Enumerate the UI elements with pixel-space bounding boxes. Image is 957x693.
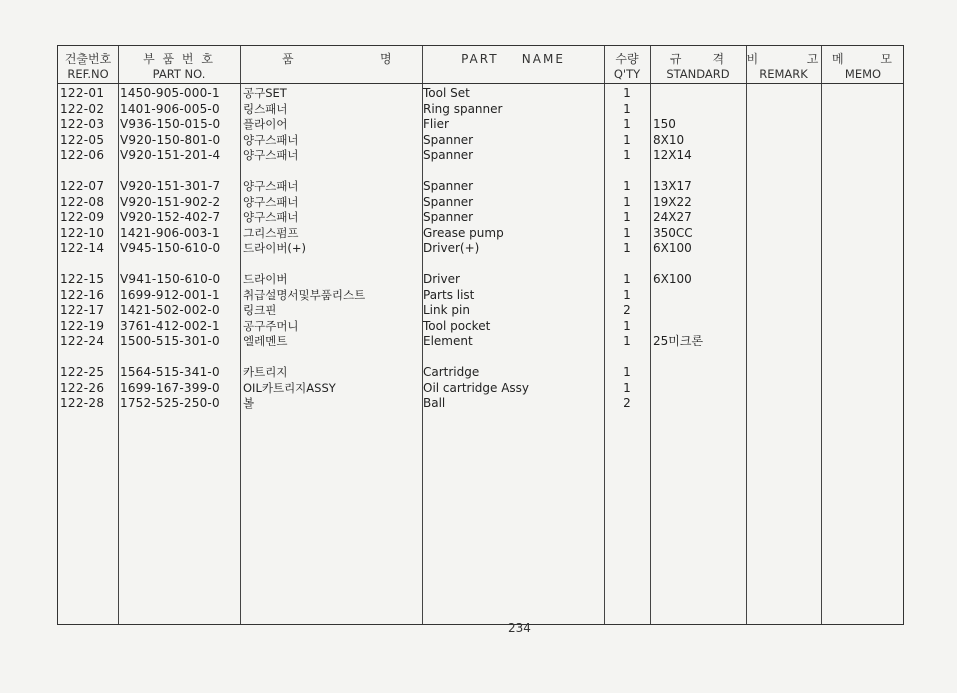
standard: 12X14 xyxy=(653,148,692,162)
header-part-ko: 부 품 번 호 xyxy=(143,52,215,66)
part-name-ko: 양구스패너 xyxy=(243,179,299,193)
part-name-ko: 카트리지 xyxy=(243,365,288,379)
part-name-en: Parts list xyxy=(423,287,475,302)
part-name-en: Ring spanner xyxy=(423,101,503,116)
table-row xyxy=(58,102,903,117)
header-name-ko xyxy=(240,46,422,83)
table-row xyxy=(58,334,903,349)
part-no: V920-151-301-7 xyxy=(120,179,221,193)
part-name-ko: 볼 xyxy=(243,396,255,410)
part-name-en: Driver xyxy=(423,272,460,286)
header-memo-ko: 메 모 xyxy=(831,52,895,66)
quantity: 1 xyxy=(623,380,631,395)
quantity: 1 xyxy=(623,117,631,131)
part-name-ko: 취급설명서및부품리스트 xyxy=(243,287,366,302)
part-no: V945-150-610-0 xyxy=(120,241,221,255)
part-no: 1564-515-341-0 xyxy=(120,365,220,379)
header-name-ko-2: 명 xyxy=(380,52,394,66)
quantity: 1 xyxy=(623,365,631,379)
header-part-name-en: PART NAME xyxy=(461,52,565,66)
part-name-en: Spanner xyxy=(423,132,474,147)
table-row xyxy=(58,148,903,163)
quantity: 1 xyxy=(623,241,631,255)
quantity: 2 xyxy=(623,396,631,410)
header-remark-ko: 비 고 xyxy=(746,52,821,66)
ref-no: 122-05 xyxy=(60,132,105,147)
part-no: 1752-525-250-0 xyxy=(120,396,220,410)
ref-no: 122-15 xyxy=(60,272,105,286)
quantity: 1 xyxy=(623,272,631,286)
part-no: 1401-906-005-0 xyxy=(120,101,220,116)
part-name-ko: 양구스패너 xyxy=(243,210,299,224)
quantity: 2 xyxy=(623,303,631,317)
table-row xyxy=(58,365,903,380)
part-name-en: Spanner xyxy=(423,179,474,193)
table-row xyxy=(58,396,903,411)
header-part-name xyxy=(422,46,604,83)
ref-no: 122-06 xyxy=(60,148,105,162)
part-no: V920-151-201-4 xyxy=(120,148,221,162)
part-name-ko: 엘레멘트 xyxy=(243,334,288,348)
quantity: 1 xyxy=(623,194,631,209)
table-row xyxy=(58,226,903,241)
standard: 150 xyxy=(653,117,676,131)
part-no: V920-152-402-7 xyxy=(120,210,221,224)
part-name-ko: 플라이어 xyxy=(243,117,288,131)
part-name-ko: 링크핀 xyxy=(243,303,277,317)
table-row xyxy=(58,272,903,287)
part-name-ko: 그리스펌프 xyxy=(243,225,299,240)
part-name-en: Flier xyxy=(423,117,449,131)
part-name-en: Spanner xyxy=(423,148,474,162)
part-name-en: Grease pump xyxy=(423,225,504,240)
part-name-ko: OIL카트리지ASSY xyxy=(243,380,336,395)
header-standard-ko: 규 격 xyxy=(669,52,727,66)
header-remark-en: REMARK xyxy=(759,67,808,81)
header-memo-en: MEMO xyxy=(844,67,882,81)
part-no: V936-150-015-0 xyxy=(120,117,221,131)
part-no: V941-150-610-0 xyxy=(120,272,221,286)
header-remark xyxy=(746,46,821,83)
quantity: 1 xyxy=(623,86,631,100)
header-ref-ko: 건출번호 xyxy=(64,52,112,66)
part-no: 1421-502-002-0 xyxy=(120,303,220,317)
standard: 8X10 xyxy=(653,132,685,147)
header-ref-en: REF.NO xyxy=(67,67,109,81)
table-row xyxy=(58,179,903,194)
page-number: 234 xyxy=(508,621,531,635)
part-no: V920-150-801-0 xyxy=(120,132,221,147)
part-name-en: Tool pocket xyxy=(423,318,491,333)
table-row xyxy=(58,303,903,318)
header-part-no xyxy=(118,46,240,83)
ref-no: 122-19 xyxy=(60,318,105,333)
ref-no: 122-10 xyxy=(60,225,105,240)
header-memo xyxy=(821,46,905,83)
part-name-en: Element xyxy=(423,334,473,348)
part-name-en: Link pin xyxy=(423,303,470,317)
part-name-ko: 양구스패너 xyxy=(243,148,299,162)
quantity: 1 xyxy=(623,334,631,348)
header-qty xyxy=(604,46,650,83)
ref-no: 122-16 xyxy=(60,287,105,302)
part-name-en: Spanner xyxy=(423,210,474,224)
standard: 6X100 xyxy=(653,272,692,286)
quantity: 1 xyxy=(623,101,631,116)
part-name-ko: 링스패너 xyxy=(243,101,288,116)
ref-no: 122-07 xyxy=(60,179,105,193)
header-standard xyxy=(650,46,746,83)
standard: 25미크론 xyxy=(653,334,704,348)
part-name-ko: 공구SET xyxy=(243,86,287,100)
ref-no: 122-08 xyxy=(60,194,105,209)
part-name-ko: 공구주머니 xyxy=(243,318,299,333)
quantity: 1 xyxy=(623,132,631,147)
ref-no: 122-02 xyxy=(60,101,105,116)
ref-no: 122-24 xyxy=(60,334,105,348)
header-name-ko-1: 품 xyxy=(282,52,296,66)
standard: 24X27 xyxy=(653,210,692,224)
part-name-ko: 양구스패너 xyxy=(243,194,299,209)
part-name-en: Oil cartridge Assy xyxy=(423,380,530,395)
part-no: 1450-905-000-1 xyxy=(120,86,220,100)
standard: 350CC xyxy=(653,225,693,240)
part-name-en: Spanner xyxy=(423,194,474,209)
part-name-ko: 양구스패너 xyxy=(243,132,299,147)
part-name-en: Ball xyxy=(423,396,446,410)
header-ref xyxy=(58,46,118,83)
ref-no: 122-17 xyxy=(60,303,105,317)
table-row xyxy=(58,195,903,210)
table-row xyxy=(58,86,903,101)
parts-table xyxy=(57,45,904,625)
ref-no: 122-14 xyxy=(60,241,105,255)
header-qty-ko: 수량 xyxy=(615,52,639,66)
standard: 13X17 xyxy=(653,179,692,193)
part-no: 1500-515-301-0 xyxy=(120,334,220,348)
part-no: 1699-167-399-0 xyxy=(120,380,220,395)
quantity: 1 xyxy=(623,318,631,333)
ref-no: 122-28 xyxy=(60,396,105,410)
table-row xyxy=(58,133,903,148)
ref-no: 122-26 xyxy=(60,380,105,395)
table-row xyxy=(58,210,903,225)
quantity: 1 xyxy=(623,225,631,240)
header-qty-en: Q'TY xyxy=(613,67,641,81)
part-name-ko: 드라이버(+) xyxy=(243,241,307,255)
ref-no: 122-03 xyxy=(60,117,105,131)
standard: 19X22 xyxy=(653,194,692,209)
part-no: 1699-912-001-1 xyxy=(120,287,220,302)
quantity: 1 xyxy=(623,210,631,224)
ref-no: 122-01 xyxy=(60,86,105,100)
table-row xyxy=(58,319,903,334)
part-name-ko: 드라이버 xyxy=(243,272,288,286)
table-row xyxy=(58,381,903,396)
part-name-en: Driver(+) xyxy=(423,241,480,255)
quantity: 1 xyxy=(623,148,631,162)
table-row xyxy=(58,288,903,303)
header-part-en: PART NO. xyxy=(152,67,206,81)
part-no: 1421-906-003-1 xyxy=(120,225,220,240)
header-standard-en: STANDARD xyxy=(666,67,730,81)
part-no: 3761-412-002-1 xyxy=(120,318,220,333)
part-no: V920-151-902-2 xyxy=(120,194,221,209)
quantity: 1 xyxy=(623,179,631,193)
quantity: 1 xyxy=(623,287,631,302)
part-name-en: Tool Set xyxy=(423,86,470,100)
standard: 6X100 xyxy=(653,241,692,255)
ref-no: 122-25 xyxy=(60,365,105,379)
part-name-en: Cartridge xyxy=(423,365,480,379)
table-row xyxy=(58,117,903,132)
header-divider xyxy=(58,83,903,84)
ref-no: 122-09 xyxy=(60,210,105,224)
table-row xyxy=(58,241,903,256)
